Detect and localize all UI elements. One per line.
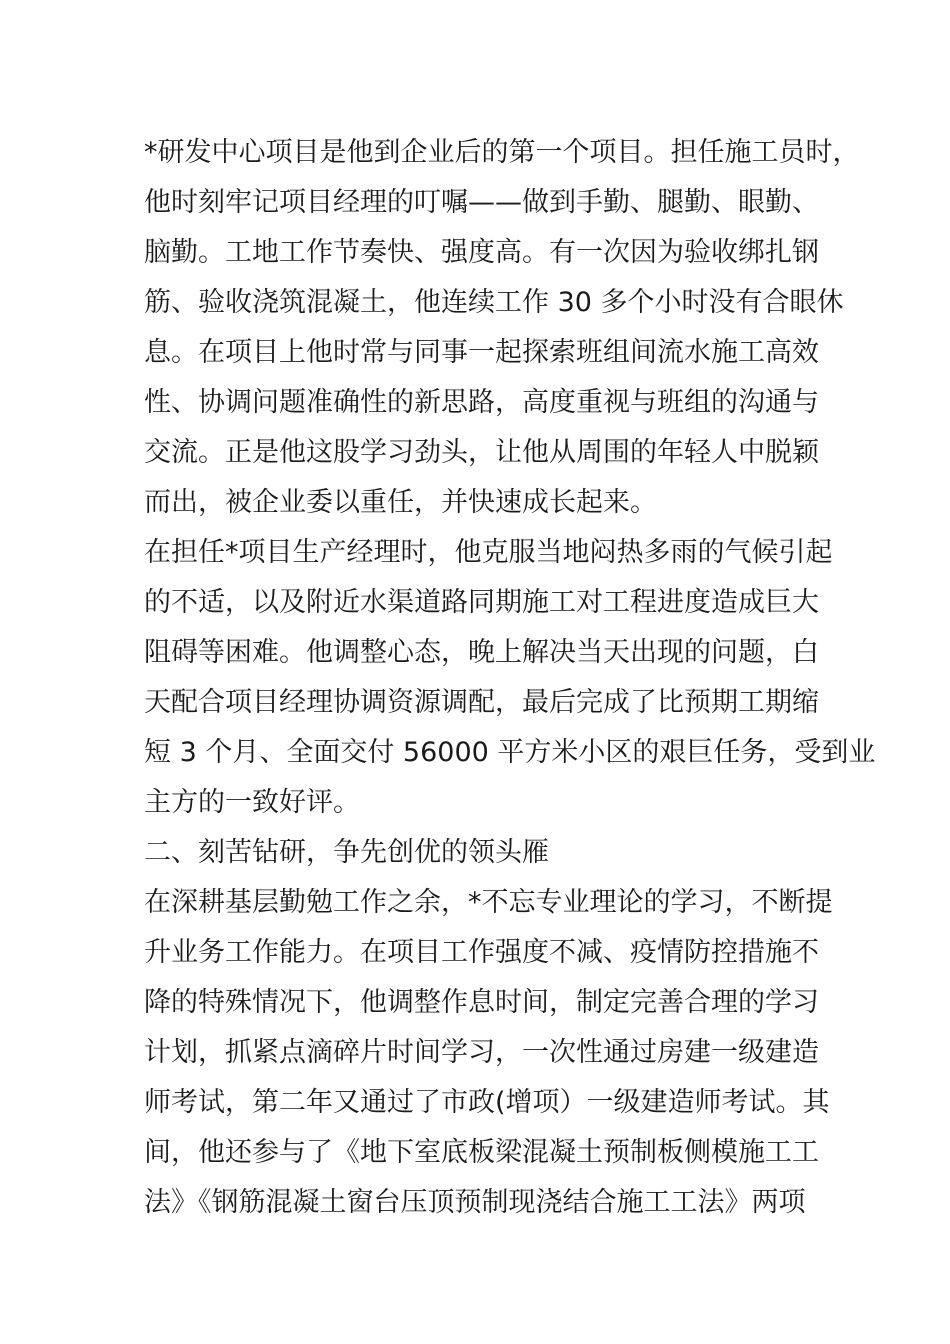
- text-line: 筋、验收浇筑混凝土，他连续工作 30 多个小时没有合眼休: [144, 287, 844, 318]
- text-line: 间，他还参与了《地下室底板梁混凝土预制板侧模施工工: [144, 1137, 819, 1168]
- text-line: 阻碍等困难。他调整心态，晚上解决当天出现的问题，白: [144, 637, 819, 668]
- text-line: 天配合项目经理协调资源调配，最后完成了比预期工期缩: [144, 687, 819, 718]
- text-line: 降的特殊情况下，他调整作息时间，制定完善合理的学习: [144, 987, 819, 1018]
- text-line: 交流。正是他这股学习劲头，让他从周围的年轻人中脱颖: [144, 437, 819, 468]
- text-line: 他时刻牢记项目经理的叮嘱——做到手勤、腿勤、眼勤、: [144, 187, 819, 218]
- text-line: 息。在项目上他时常与同事一起探索班组间流水施工高效: [144, 337, 819, 368]
- text-line: 法》《钢筋混凝土窗台压顶预制现浇结合施工工法》两项: [144, 1187, 806, 1218]
- text-line: 脑勤。工地工作节奏快、强度高。有一次因为验收绑扎钢: [144, 237, 819, 268]
- text-line: 的不适，以及附近水渠道路同期施工对工程进度造成巨大: [144, 587, 819, 618]
- section-heading: 二、刻苦钻研，争先创优的领头雁: [144, 837, 549, 868]
- text-line: 在深耕基层勤勉工作之余，*不忘专业理论的学习，不断提: [144, 887, 833, 918]
- text-line: 短 3 个月、全面交付 56000 平方米小区的艰巨任务，受到业: [144, 737, 876, 768]
- text-line: 而出，被企业委以重任，并快速成长起来。: [144, 487, 657, 518]
- text-line: 主方的一致好评。: [144, 787, 360, 818]
- text-line: 师考试，第二年又通过了市政(增项）一级建造师考试。其: [144, 1087, 830, 1118]
- text-line: 在担任*项目生产经理时，他克服当地闷热多雨的气候引起: [144, 537, 833, 568]
- text-line: 升业务工作能力。在项目工作强度不减、疫情防控措施不: [144, 937, 819, 968]
- text-line: 计划，抓紧点滴碎片时间学习，一次性通过房建一级建造: [144, 1037, 819, 1068]
- text-line: *研发中心项目是他到企业后的第一个项目。担任施工员时，: [144, 137, 860, 168]
- text-line: 性、协调问题准确性的新思路，高度重视与班组的沟通与: [144, 387, 819, 418]
- body-text: [144, 128, 876, 1228]
